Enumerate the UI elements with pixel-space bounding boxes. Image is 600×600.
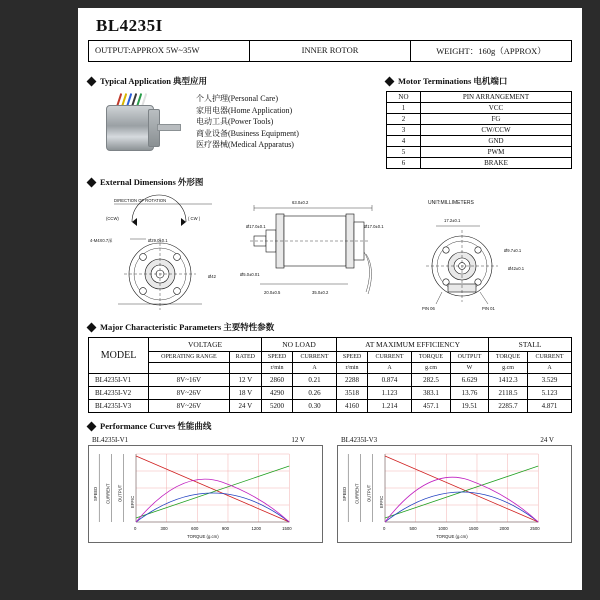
svg-text:0: 0	[382, 526, 386, 531]
th-output-me: OUTPUT	[450, 352, 488, 363]
rotation-caption: DIRECTION OF ROTATION	[114, 198, 167, 203]
unit-current-nl: A	[293, 363, 337, 374]
section-terminations-label: Motor Terminations 电机端口	[398, 76, 508, 86]
svg-text:EFFIC: EFFIC	[129, 495, 135, 508]
pin-no: 4	[387, 136, 421, 147]
pin-no: 3	[387, 125, 421, 136]
label-len-d: 35.0±0.2	[312, 290, 329, 295]
parameters-table	[88, 337, 572, 413]
svg-text:1000: 1000	[438, 526, 448, 531]
th-rated: RATED	[229, 352, 261, 363]
curve-xlabel: TORQUE (g.cm)	[436, 534, 468, 539]
cell-op-range: 8V~26V	[149, 400, 230, 413]
pin-no: 5	[387, 147, 421, 158]
cell-rated: 18 V	[229, 387, 261, 400]
section-terminations	[386, 75, 572, 87]
cell-torque-stall: 2285.7	[489, 400, 528, 413]
header-output: OUTPUT:APPROX 5W~35W	[89, 41, 250, 61]
motor-body	[106, 105, 154, 151]
section-dimensions	[88, 176, 572, 188]
cell-torque-stall: 1412.3	[489, 374, 528, 387]
label-right-a: 17.2±0.1	[444, 218, 461, 223]
cell-current-stall: 4.871	[527, 400, 571, 413]
cell-speed-nl: 5200	[262, 400, 293, 413]
curve-plot-v1	[88, 445, 323, 543]
table-row	[387, 114, 572, 125]
svg-text:OUTPUT: OUTPUT	[366, 484, 372, 502]
unit-output-me: W	[450, 363, 488, 374]
application-item-1: 家用电器(Home Application)	[196, 105, 293, 115]
svg-text:2500: 2500	[530, 526, 540, 531]
label-cw: ( CW )	[188, 216, 201, 221]
th-torque-stall: TORQUE	[489, 352, 528, 363]
cell-current-me: 0.874	[368, 374, 412, 387]
cell-current-nl: 0.26	[293, 387, 337, 400]
performance-curves	[88, 436, 572, 543]
label-len-c: 20.0±0.5	[264, 290, 281, 295]
curve-model-label: BL4235I-V3	[341, 436, 378, 444]
table-row	[387, 136, 572, 147]
pin-name: PWM	[420, 147, 571, 158]
section-curves	[88, 420, 572, 432]
cell-rated: 12 V	[229, 374, 261, 387]
motor-photo	[94, 91, 190, 163]
cell-speed-me: 2288	[337, 374, 368, 387]
page-border-bottom	[0, 590, 600, 600]
section-parameters-label: Major Characteristic Parameters 主要特性参数	[100, 322, 275, 332]
cell-output-me: 6.629	[450, 374, 488, 387]
table-header-row	[387, 92, 572, 103]
th-stall: STALL	[489, 338, 572, 352]
curve-v3	[337, 436, 572, 543]
label-len-total: 63.0±0.2	[292, 200, 309, 205]
section-curves-label: Performance Curves 性能曲线	[100, 421, 212, 431]
application-item-0: 个人护理(Personal Care)	[196, 94, 278, 103]
svg-text:300: 300	[160, 526, 168, 531]
label-dia-body2: Ø17.0±0.1	[364, 224, 384, 229]
svg-text:Ø42: Ø42	[208, 274, 216, 279]
label-right-c: Ø42±0.1	[508, 266, 525, 271]
label-right-b: Ø9.7±0.1	[504, 248, 522, 253]
cell-torque-me: 383.1	[412, 387, 451, 400]
th-pin: PIN ARRANGEMENT	[420, 92, 571, 103]
pin-name: BRAKE	[420, 158, 571, 169]
curve-xlabel: TORQUE (g.cm)	[187, 534, 219, 539]
th-speed-me: SPEED	[337, 352, 368, 363]
cell-torque-me: 457.1	[412, 400, 451, 413]
drawing-front-view	[88, 192, 236, 314]
application-list	[196, 91, 299, 163]
table-header-sub-row	[89, 352, 572, 363]
cell-current-me: 1.214	[368, 400, 412, 413]
th-voltage: VOLTAGE	[149, 338, 262, 352]
cell-current-nl: 0.30	[293, 400, 337, 413]
unit-rated	[229, 363, 261, 374]
th-no: NO	[387, 92, 421, 103]
section-application	[88, 75, 376, 87]
diamond-bullet-icon	[87, 421, 97, 431]
header-weight: WEIGHT：160g（APPROX）	[436, 46, 546, 56]
table-header-group-row	[89, 338, 572, 352]
svg-text:1500: 1500	[468, 526, 479, 531]
svg-text:1500: 1500	[282, 526, 292, 531]
unit-current-stall: A	[527, 363, 571, 374]
cell-speed-me: 4160	[337, 400, 368, 413]
cell-current-stall: 3.529	[527, 374, 571, 387]
th-noload: NO LOAD	[262, 338, 337, 352]
cell-current-me: 1.123	[368, 387, 412, 400]
cell-rated: 24 V	[229, 400, 261, 413]
cell-model: BL4235I-V2	[89, 387, 149, 400]
cell-model: BL4235I-V1	[89, 374, 149, 387]
cell-torque-stall: 2118.5	[489, 387, 528, 400]
terminations-table	[386, 91, 572, 169]
diamond-bullet-icon	[87, 322, 97, 332]
curve-v1	[88, 436, 323, 543]
header-rotor: INNER ROTOR	[250, 41, 411, 61]
cell-op-range: 8V~26V	[149, 387, 230, 400]
label-dia-body1: Ø17.0±0.1	[246, 224, 266, 229]
table-row	[387, 125, 572, 136]
unit-torque-stall: g.cm	[489, 363, 528, 374]
cell-output-me: 19.51	[450, 400, 488, 413]
label-thread: 4-M4X0.7深	[90, 238, 113, 243]
cell-speed-me: 3518	[337, 387, 368, 400]
svg-text:0: 0	[133, 526, 137, 531]
application-item-4: 医疗器械(Medical Apparatus)	[196, 140, 294, 150]
cell-torque-me: 282.5	[412, 374, 451, 387]
drawing-rear-view	[396, 192, 546, 314]
diamond-bullet-icon	[385, 76, 395, 86]
svg-text:500: 500	[409, 526, 417, 531]
pin-name: FG	[420, 114, 571, 125]
th-model: MODEL	[89, 338, 149, 374]
curve-voltage-label: 24 V	[540, 436, 554, 444]
table-row	[387, 103, 572, 114]
page-border-right	[582, 0, 600, 600]
th-current-nl: CURRENT	[293, 352, 337, 363]
datasheet-sheet	[78, 8, 582, 590]
table-header-units-row	[89, 363, 572, 374]
label-pin06: PIN 06	[422, 306, 435, 311]
cell-output-me: 13.76	[450, 387, 488, 400]
diamond-bullet-icon	[87, 76, 97, 86]
cell-op-range: 8V~16V	[149, 374, 230, 387]
svg-text:EFFIC: EFFIC	[378, 495, 384, 508]
label-dia-shaft: Ø5.0±0.01	[240, 272, 260, 277]
table-row	[387, 147, 572, 158]
pin-name: VCC	[420, 103, 571, 114]
th-current-me: CURRENT	[368, 352, 412, 363]
table-row	[89, 374, 572, 387]
unit-current-me: A	[368, 363, 412, 374]
svg-text:1200: 1200	[251, 526, 262, 531]
motor-shaft	[157, 124, 181, 131]
th-operating-range: OPERATING RANGE	[149, 352, 230, 363]
page-border-top	[0, 0, 600, 8]
page-title: BL4235I	[96, 16, 163, 35]
diamond-bullet-icon	[87, 177, 97, 187]
label-ccw: (CCW)	[106, 216, 119, 221]
unit-speed-me: r/min	[337, 363, 368, 374]
page-border-left	[0, 0, 78, 600]
cell-model: BL4235I-V3	[89, 400, 149, 413]
cell-speed-nl: 2860	[262, 374, 293, 387]
application-item-2: 电动工具(Power Tools)	[196, 117, 274, 127]
svg-text:OUTPUT: OUTPUT	[117, 484, 123, 502]
th-speed-nl: SPEED	[262, 352, 293, 363]
table-row	[387, 158, 572, 169]
cell-current-nl: 0.21	[293, 374, 337, 387]
cell-current-stall: 5.123	[527, 387, 571, 400]
svg-text:CURRENT: CURRENT	[105, 483, 111, 504]
label-bolt-circle: Ø29.0±0.1	[148, 238, 168, 243]
section-parameters	[88, 321, 572, 333]
pin-no: 6	[387, 158, 421, 169]
drawing-side-view	[240, 192, 392, 314]
svg-text:CURRENT: CURRENT	[354, 483, 360, 504]
svg-text:600: 600	[191, 526, 199, 531]
dimension-drawings	[88, 192, 572, 314]
svg-text:SPEED: SPEED	[342, 486, 348, 501]
table-row	[89, 387, 572, 400]
curve-plot-v3	[337, 445, 572, 543]
unit-torque-me: g.cm	[412, 363, 451, 374]
label-pin01: PIN 01	[482, 306, 495, 311]
cell-speed-nl: 4290	[262, 387, 293, 400]
th-max-efficiency: AT MAXIMUM EFFICIENCY	[337, 338, 489, 352]
th-current-stall: CURRENT	[527, 352, 571, 363]
curve-model-label: BL4235I-V1	[92, 436, 129, 444]
table-row	[89, 400, 572, 413]
svg-text:2000: 2000	[499, 526, 509, 531]
application-item-3: 商业设备(Business Equipment)	[196, 128, 299, 138]
unit-speed-nl: r/min	[262, 363, 293, 374]
header-spec-row	[88, 40, 572, 62]
curve-voltage-label: 12 V	[291, 436, 305, 444]
svg-text:900: 900	[221, 526, 230, 531]
pin-name: CW/CCW	[420, 125, 571, 136]
th-torque-me: TORQUE	[412, 352, 451, 363]
pin-name: GND	[420, 136, 571, 147]
pin-no: 2	[387, 114, 421, 125]
label-unit: UNIT:MILLIMETERS	[428, 200, 474, 206]
section-application-label: Typical Application 典型应用	[100, 76, 208, 86]
unit-operating-range	[149, 363, 230, 374]
pin-no: 1	[387, 103, 421, 114]
section-dimensions-label: External Dimensions 外形图	[100, 177, 204, 187]
svg-text:SPEED: SPEED	[93, 486, 99, 501]
